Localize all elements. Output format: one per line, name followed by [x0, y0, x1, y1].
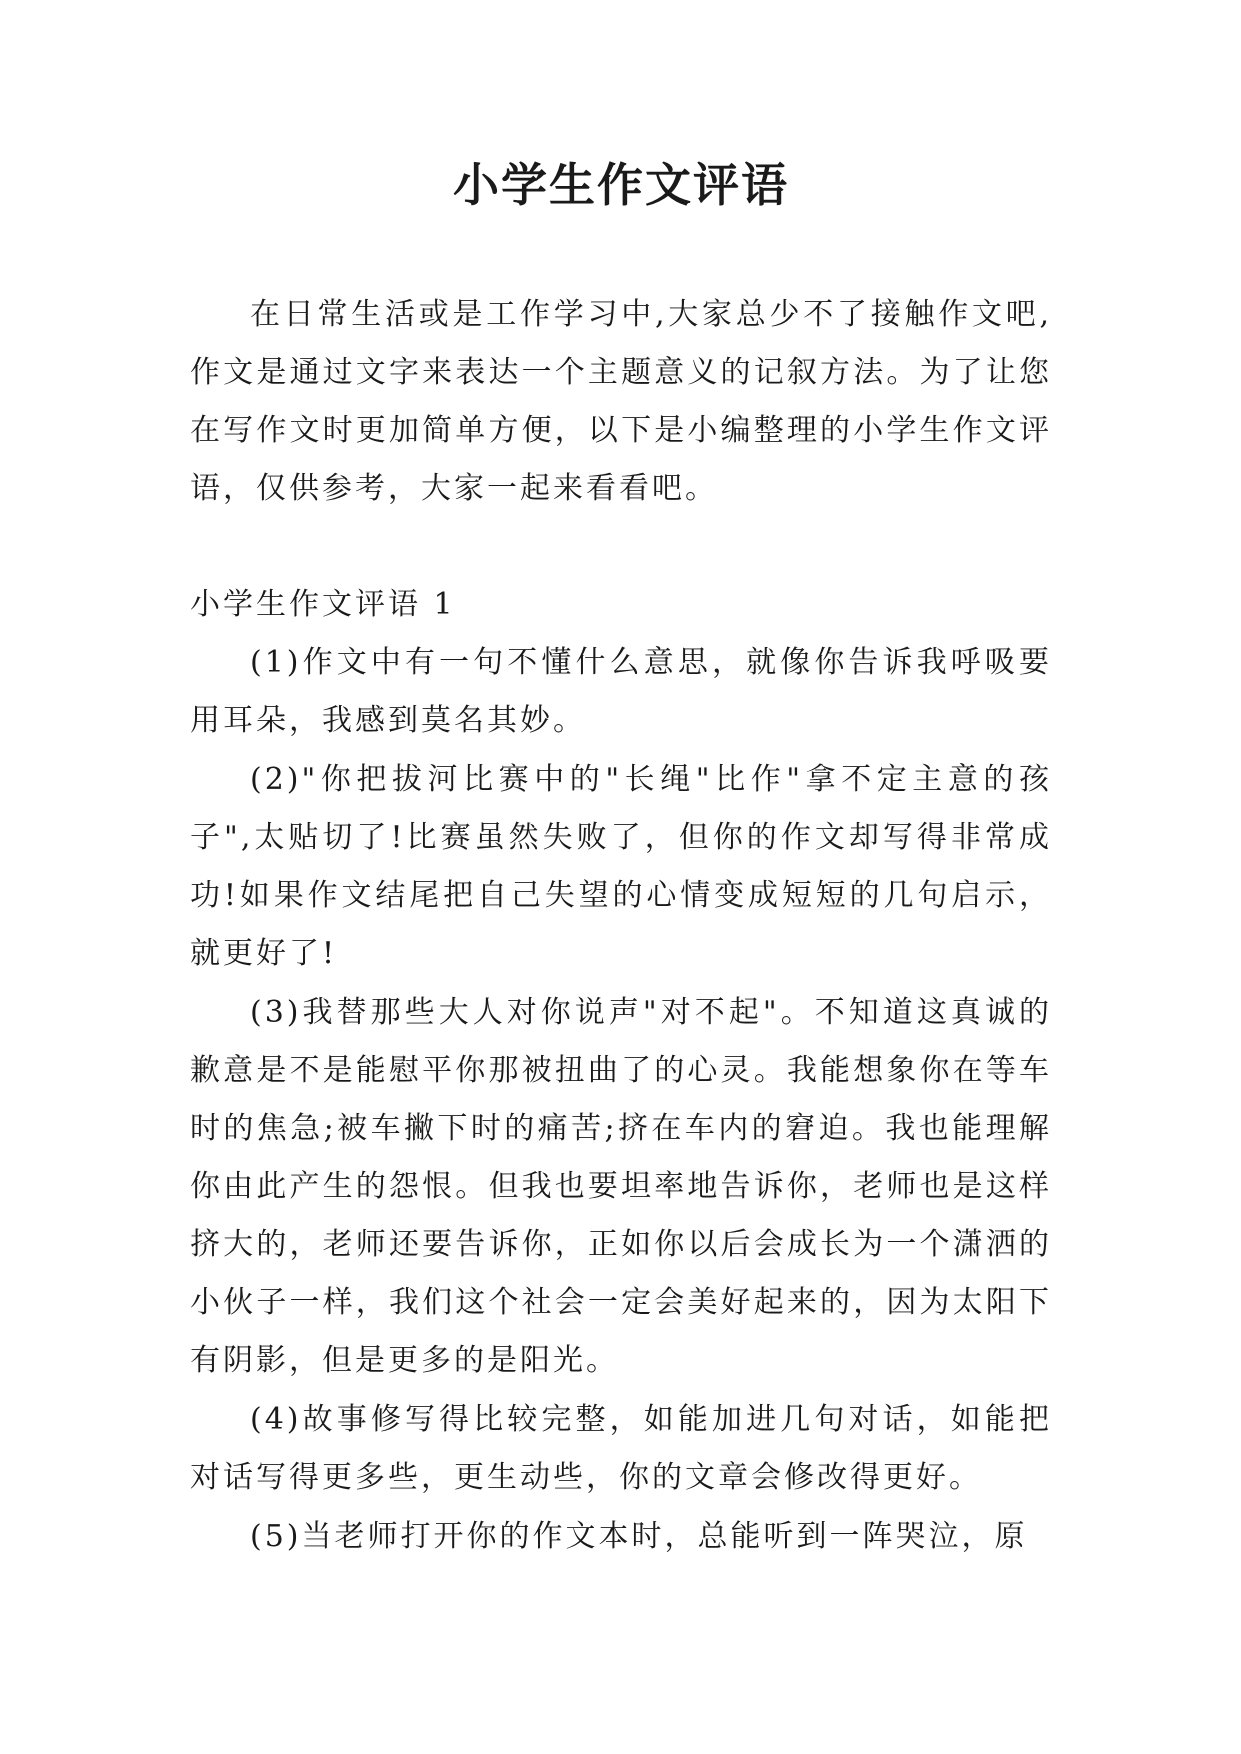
section-heading: 小学生作文评语 1 — [190, 587, 456, 622]
comment-item-5: (5)当老师打开你的作文本时，总能听到一阵哭泣，原 — [250, 1519, 1028, 1554]
document-body — [190, 286, 1052, 1567]
comment-item-3: (3)我替那些大人对你说声"对不起"。不知道这真诚的歉意是不是能慰平你那被扭曲了的心灵。我能想象你在等车时的焦急;被车撇下时的痛苦;挤在车内的窘迫。我也能理解你由此产生的怨恨。但我也要坦率地告诉你，老师也是这样挤大的，老师还要告诉你，正如你以后会成长为一个潇洒的小伙子一样，我们这个社会一定会美好起来的，因为太阳下有阴影，但是更多的是阳光。 — [190, 995, 1052, 1378]
document-page — [190, 0, 1052, 1754]
comment-item-1: (1)作文中有一句不懂什么意思，就像你告诉我呼吸要用耳朵，我感到莫名其妙。 — [190, 645, 1052, 738]
comment-item-2: (2)"你把拔河比赛中的"长绳"比作"拿不定主意的孩子",太贴切了!比赛虽然失败了，但你的作文却写得非常成功!如果作文结尾把自己失望的心情变成短短的几句启示，就更好了! — [190, 762, 1052, 971]
intro-paragraph: 在日常生活或是工作学习中,大家总少不了接触作文吧,作文是通过文字来表达一个主题意义的记叙方法。为了让您在写作文时更加简单方便，以下是小编整理的小学生作文评语，仅供参考，大家一起来看看吧。 — [190, 297, 1052, 506]
comment-item-4: (4)故事修写得比较完整，如能加进几句对话，如能把对话写得更多些，更生动些，你的文章会修改得更好。 — [190, 1402, 1052, 1495]
document-title: 小学生作文评语 — [453, 158, 789, 212]
